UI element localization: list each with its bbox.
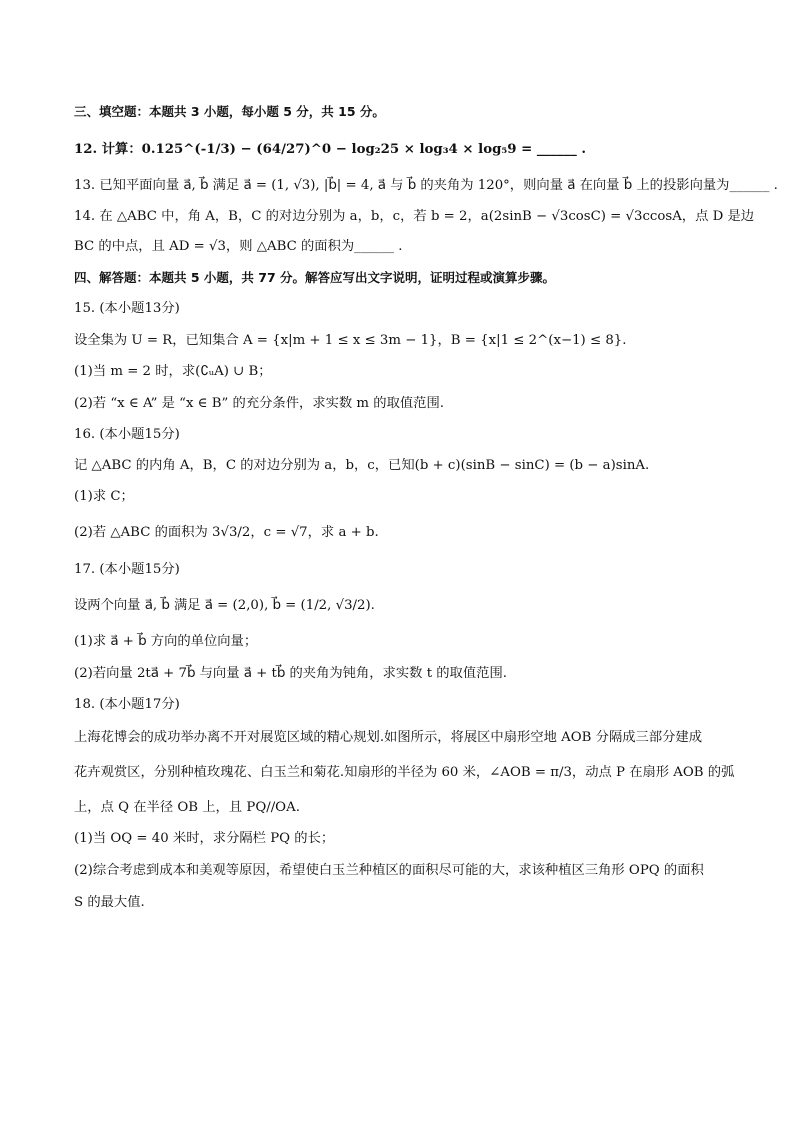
question-15-stem: 设全集为 U = R，已知集合 A = {x|m + 1 ≤ x ≤ 3m − 1}，B = {x|1 ≤ 2^(x−1) ≤ 8}. <box>74 333 627 348</box>
question-15-part-2: (2)若 “x ∈ A” 是 “x ∈ B” 的充分条件，求实数 m 的取值范围. <box>74 396 444 411</box>
question-14-line-2: BC 的中点，且 AD = √3，则 △ABC 的面积为______ . <box>74 239 403 254</box>
question-18-part-1: (1)当 OQ = 40 米时，求分隔栏 PQ 的长； <box>74 831 335 846</box>
question-18-stem-line-2: 花卉观赏区，分别种植玫瑰花、白玉兰和菊花.知扇形的半径为 60 米，∠AOB = π/3，动点 P 在扇形 AOB 的弧 <box>74 765 735 780</box>
question-16-header: 16. (本小题15分) <box>74 427 180 442</box>
question-18-header: 18. (本小题17分) <box>74 697 180 712</box>
question-17-stem: 设两个向量 a⃗, b⃗ 满足 a⃗ = (2,0), b⃗ = (1/2, √3/2). <box>74 598 375 613</box>
question-16-stem: 记 △ABC 的内角 A，B，C 的对边分别为 a，b，c，已知(b + c)(sinB − sinC) = (b − a)sinA. <box>74 458 650 473</box>
question-16-part-2: (2)若 △ABC 的面积为 3√3/2，c = √7，求 a + b. <box>74 525 379 540</box>
question-12: 12. 计算：0.125^(-1/3) − (64/27)^0 − log₂25 × log₃4 × log₅9 = ______ . <box>74 142 587 157</box>
question-17-header: 17. (本小题15分) <box>74 562 180 577</box>
question-15-header: 15. (本小题13分) <box>74 301 180 316</box>
question-14-line-1: 14. 在 △ABC 中，角 A，B，C 的对边分别为 a，b，c，若 b = 2，a(2sinB − √3cosC) = √3ccosA，点 D 是边 <box>74 209 755 224</box>
question-15-part-1: (1)当 m = 2 时，求(∁ᵤA) ∪ B； <box>74 364 272 379</box>
question-18-part-2-line-2: S 的最大值. <box>74 895 145 910</box>
question-16-part-1: (1)求 C； <box>74 489 134 504</box>
question-17-part-2: (2)若向量 2ta⃗ + 7b⃗ 与向量 a⃗ + tb⃗ 的夹角为钝角，求实数 t 的取值范围. <box>74 666 507 681</box>
section-3-title: 三、填空题：本题共 3 小题，每小题 5 分，共 15 分。 <box>74 104 385 119</box>
question-18-part-2-line-1: (2)综合考虑到成本和美观等原因，希望使白玉兰种植区的面积尽可能的大，求该种植区三角形 OPQ 的面积 <box>74 863 704 878</box>
section-4-title: 四、解答题：本题共 5 小题，共 77 分。解答应写出文字说明，证明过程或演算步骤。 <box>74 270 556 285</box>
question-17-part-1: (1)求 a⃗ + b⃗ 方向的单位向量； <box>74 634 258 649</box>
question-18-stem-line-1: 上海花博会的成功举办离不开对展览区域的精心规划.如图所示，将展区中扇形空地 AOB 分隔成三部分建成 <box>74 730 703 745</box>
question-13: 13. 已知平面向量 a⃗, b⃗ 满足 a⃗ = (1, √3), |b⃗| = 4, a⃗ 与 b⃗ 的夹角为 120°，则向量 a⃗ 在向量 b⃗ 上的投影向量为______ . <box>74 178 778 193</box>
question-18-stem-line-3: 上，点 Q 在半径 OB 上，且 PQ//OA. <box>74 800 300 815</box>
